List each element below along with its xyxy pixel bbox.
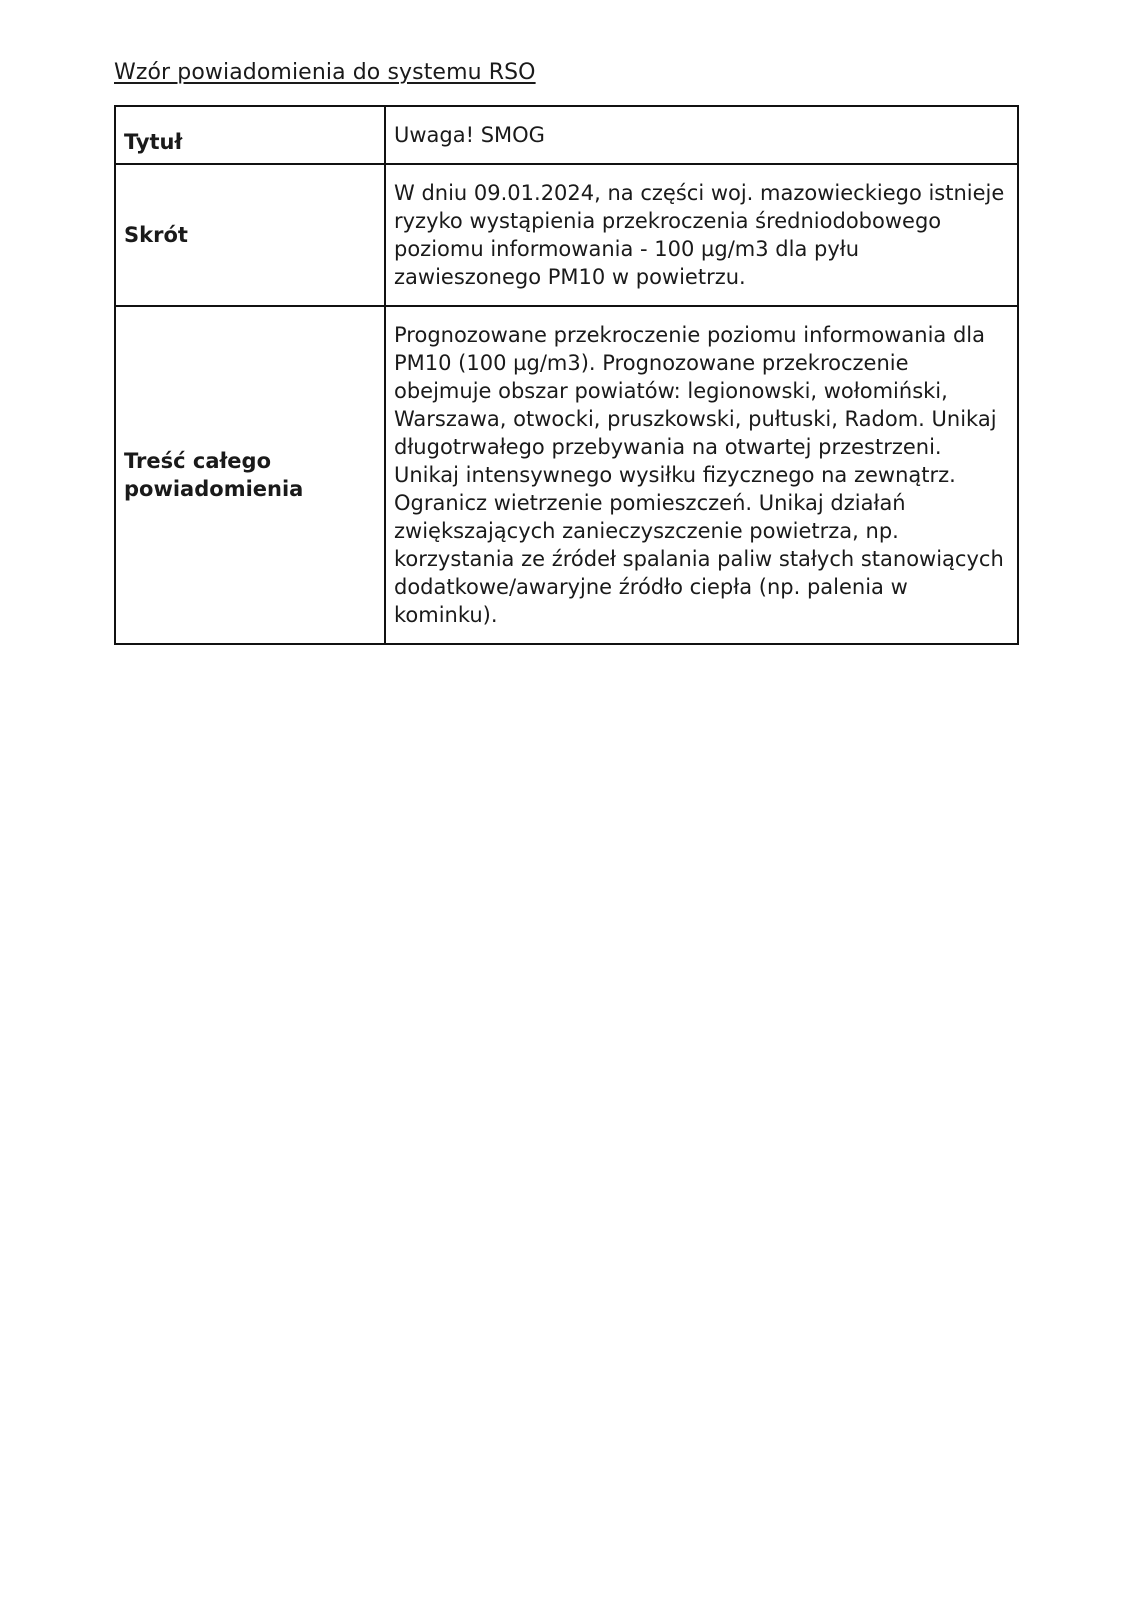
label-title: Tytuł [115,106,385,164]
table-row-summary [115,164,1018,306]
label-summary: Skrót [115,164,385,306]
page-title: Wzór powiadomienia do systemu RSO [114,60,536,85]
label-full-content: Treść całego powiadomienia [115,306,385,644]
table-row-title [115,106,1018,164]
table-row-full-content [115,306,1018,644]
value-summary: W dniu 09.01.2024, na części woj. mazowieckiego istnieje ryzyko wystąpienia przekroczenia średniodobowego poziomu informowania - 100 µg/m3 dla pyłu zawieszonego PM10 w powietrzu. [385,164,1018,306]
notification-template-table [114,105,1019,645]
value-title: Uwaga! SMOG [385,106,1018,164]
value-full-content: Prognozowane przekroczenie poziomu informowania dla PM10 (100 µg/m3). Prognozowane przekroczenie obejmuje obszar powiatów: legionowski, wołomiński, Warszawa, otwocki, pruszkowski, pułtuski, Radom. Unikaj długotrwałego przebywania na otwartej przestrzeni. Unikaj intensywnego wysiłku fizycznego na zewnątrz. Ogranicz wietrzenie pomieszczeń. Unikaj działań zwiększających zanieczyszczenie powietrza, np. korzystania ze źródeł spalania paliw stałych stanowiących dodatkowe/awaryjne źródło ciepła (np. palenia w kominku). [385,306,1018,644]
